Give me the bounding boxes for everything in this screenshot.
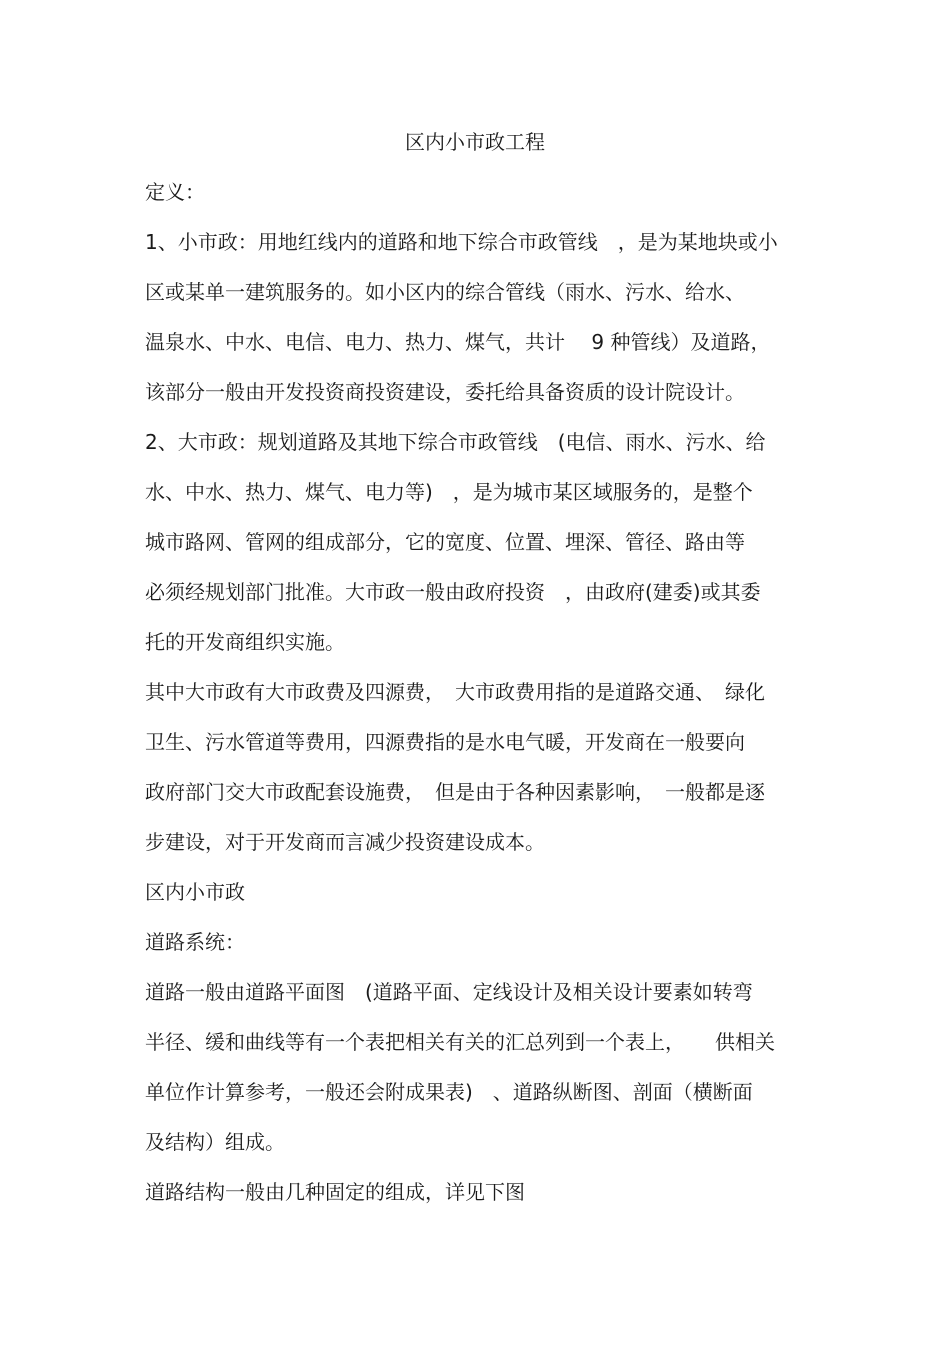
paragraph-line: 卫生、污水管道等费用，四源费指的是水电气暖，开发商在一般要向 (145, 730, 745, 754)
paragraph-line: 道路一般由道路平面图 (道路平面、定线设计及相关设计要素如转弯 (145, 980, 753, 1004)
paragraph-line: 及结构）组成。 (145, 1130, 285, 1154)
paragraph-line: 道路结构一般由几种固定的组成，详见下图 (145, 1180, 525, 1204)
paragraph-line: 温泉水、中水、电信、电力、热力、煤气，共计 9 种管线）及道路， (145, 330, 771, 354)
paragraph-line: 必须经规划部门批准。大市政一般由政府投资 ，由政府(建委)或其委 (145, 580, 761, 604)
section-heading: 区内小市政 (145, 880, 245, 904)
paragraph-line: 1、小市政：用地红线内的道路和地下综合市政管线 ，是为某地块或小 (145, 230, 778, 254)
document-title: 区内小市政工程 (405, 130, 545, 154)
paragraph-line: 2、大市政：规划道路及其地下综合市政管线 (电信、雨水、污水、给 (145, 430, 766, 454)
paragraph-line: 半径、缓和曲线等有一个表把相关有关的汇总列到一个表上， 供相关 (145, 1030, 775, 1054)
paragraph-line: 步建设，对于开发商而言减少投资建设成本。 (145, 830, 545, 854)
paragraph-line: 水、中水、热力、煤气、电力等) ，是为城市某区域服务的，是整个 (145, 480, 753, 504)
paragraph-line: 政府部门交大市政配套设施费， 但是由于各种因素影响， 一般都是逐 (145, 780, 765, 804)
paragraph-line: 该部分一般由开发投资商投资建设，委托给具备资质的设计院设计。 (145, 380, 745, 404)
paragraph-line: 其中大市政有大市政费及四源费， 大市政费用指的是道路交通、 绿化 (145, 680, 765, 704)
paragraph-line: 单位作计算参考，一般还会附成果表) 、道路纵断图、剖面（横断面 (145, 1080, 753, 1104)
paragraph-line: 区或某单一建筑服务的。如小区内的综合管线（雨水、污水、给水、 (145, 280, 745, 304)
paragraph-line: 托的开发商组织实施。 (145, 630, 345, 654)
paragraph-line: 城市路网、管网的组成部分，它的宽度、位置、埋深、管径、路由等 (145, 530, 745, 554)
subsection-heading: 道路系统： (145, 930, 245, 954)
definition-heading: 定义： (145, 180, 205, 204)
